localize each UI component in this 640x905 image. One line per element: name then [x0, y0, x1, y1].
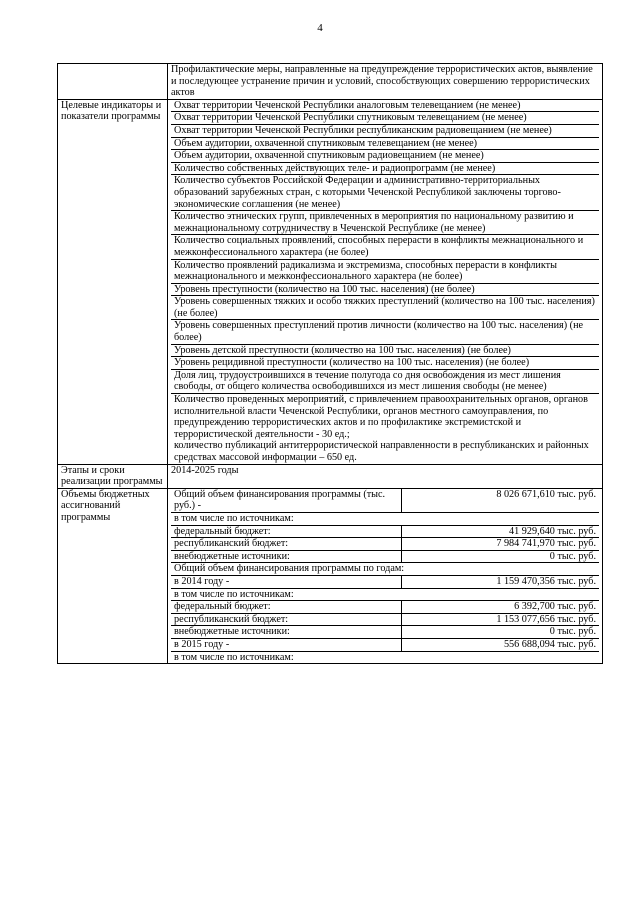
prevention-row — [58, 64, 603, 100]
finance-federal-value: 41 929,640 тыс. руб. — [402, 525, 600, 538]
finance-sources-label: в том числе по источникам: — [171, 512, 599, 525]
finance-total-row — [171, 489, 599, 513]
finance-row-item — [171, 575, 599, 588]
indicator-item: Уровень преступности (количество на 100 тыс. населения) (не более) — [171, 284, 599, 297]
stages-row — [58, 464, 603, 488]
finance-row-item — [171, 626, 599, 639]
finance-2014-value: 1 159 470,356 тыс. руб. — [402, 575, 600, 588]
finance-2014-offbudget-label: внебюджетные источники: — [171, 626, 402, 639]
finance-offbudget-value: 0 тыс. руб. — [402, 550, 600, 563]
indicator-item: Уровень рецидивной преступности (количество на 100 тыс. населения) (не более) — [171, 357, 599, 370]
prevention-text: Профилактические меры, направленные на предупреждение террористических актов, выявление и последующее устранение причин и условий, способствующих совершению террористических актов — [168, 64, 603, 100]
finance-total-label: Общий объем финансирования программы (тыс. руб.) - — [171, 489, 402, 513]
finance-republic-label: республиканский бюджет: — [171, 538, 402, 551]
finance-total-value: 8 026 671,610 тыс. руб. — [402, 489, 600, 513]
indicator-item: Доля лиц, трудоустроившихся в течение полугода со дня освобождения из мест лишения свободы, от общего количества освободившихся из мест лишения свободы (не менее) — [171, 370, 599, 394]
finance-2014-federal-value: 6 392,700 тыс. руб. — [402, 601, 600, 614]
indicator-item: Количество субъектов Российской Федерации и административно-территориальных образований зарубежных стран, с которыми Чеченской Республикой заключены торгово-экономические соглашения (не менее) — [171, 175, 599, 211]
indicator-item: Уровень совершенных преступлений против личности (количество на 100 тыс. населения) (не более) — [171, 320, 599, 344]
indicator-item: Количество социальных проявлений, способных перерасти в конфликты межнационального и межконфессионального характера (не более) — [171, 235, 599, 259]
finance-row-item — [171, 588, 599, 601]
page-number: 4 — [317, 22, 323, 34]
finance-republic-value: 7 984 741,970 тыс. руб. — [402, 538, 600, 551]
indicators-label: Целевые индикаторы и показатели программы — [58, 99, 168, 464]
finance-cell — [168, 488, 603, 663]
finance-row-item — [171, 613, 599, 626]
indicator-item: Количество проведенных мероприятий, с привлечением правоохранительных органов, органов исполнительной власти Чеченской Республики, органов местного самоуправления, по предупреждению террористических актов и по профилактике экстремистской и террористической деятельности - 30 ед.; количество публикаций антитеррористической направленности в республиканских и районных средствах массовой информации – 650 ед. — [174, 394, 589, 463]
indicator-item: Уровень совершенных тяжких и особо тяжких преступлений (количество на 100 тыс. населения) (не более) — [171, 296, 599, 320]
finance-2015-sources-label: в том числе по источникам: — [174, 651, 294, 663]
finance-row-item — [171, 563, 599, 576]
finance-2014-offbudget-value: 0 тыс. руб. — [402, 626, 600, 639]
finance-table — [171, 489, 599, 663]
indicator-item: Количество этнических групп, привлеченных в мероприятия по национальному развитию и межнациональному сотрудничеству в Чеченской Республике (не менее) — [171, 211, 599, 235]
finance-label: Объемы бюджетных ассигнований программы — [58, 488, 168, 663]
indicator-item: Охват территории Чеченской Республики спутниковым телевещанием (не менее) — [171, 112, 599, 125]
indicator-item: Количество собственных действующих теле- и радиопрограмм (не менее) — [171, 163, 599, 176]
finance-row-item — [171, 638, 599, 651]
finance-2015-value: 556 688,094 тыс. руб. — [402, 638, 600, 651]
indicator-item: Охват территории Чеченской Республики республиканским радиовещанием (не менее) — [171, 125, 599, 138]
finance-federal-label: федеральный бюджет: — [171, 525, 402, 538]
passport-table — [57, 63, 603, 664]
finance-offbudget-label: внебюджетные источники: — [171, 550, 402, 563]
finance-row-item — [171, 538, 599, 551]
indicators-row — [58, 99, 603, 464]
finance-row-item — [171, 525, 599, 538]
stages-label: Этапы и сроки реализации программы — [58, 464, 168, 488]
finance-2014-label: в 2014 году - — [171, 575, 402, 588]
indicator-item: Охват территории Чеченской Республики аналоговым телевещанием (не менее) — [171, 100, 599, 113]
finance-2015-label: в 2015 году - — [171, 638, 402, 651]
stages-value: 2014-2025 годы — [168, 464, 603, 488]
indicators-list — [168, 99, 603, 464]
prevention-label-cell — [58, 64, 168, 100]
finance-row-item — [171, 512, 599, 525]
finance-2014-sources-label: в том числе по источникам: — [171, 588, 599, 601]
finance-row-item — [171, 651, 599, 663]
indicator-item: Количество проявлений радикализма и экстремизма, способных перерасти в конфликты межнационального и межконфессионального характера (не более) — [171, 260, 599, 284]
finance-row-item — [171, 601, 599, 614]
finance-row-item — [171, 550, 599, 563]
indicator-item: Уровень детской преступности (количество на 100 тыс. населения) (не более) — [171, 345, 599, 358]
indicator-item: Объем аудитории, охваченной спутниковым телевещанием (не менее) — [171, 138, 599, 151]
finance-row — [58, 488, 603, 663]
indicator-item: Объем аудитории, охваченной спутниковым радиовещанием (не менее) — [171, 150, 599, 163]
finance-2014-republic-label: республиканский бюджет: — [171, 613, 402, 626]
finance-2014-federal-label: федеральный бюджет: — [171, 601, 402, 614]
finance-2014-republic-value: 1 153 077,656 тыс. руб. — [402, 613, 600, 626]
finance-by-years-label: Общий объем финансирования программы по годам: — [171, 563, 599, 576]
